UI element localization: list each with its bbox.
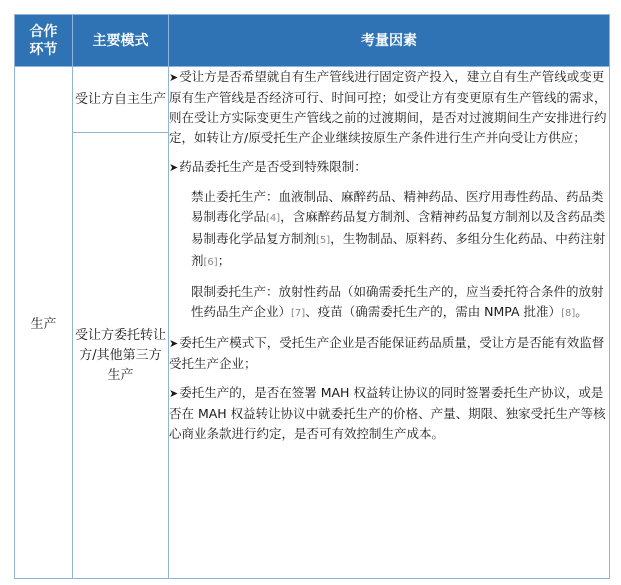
factor-text: 药品委托生产是否受到特殊限制： [179,159,367,174]
arrow-bullet-icon: ➤ [169,161,179,174]
restricted-list: 限制委托生产：放射性药品（如确需委托生产的，应当委托符合条件的放射性药品生产企业）[7]、疫苗（确需委托生产的，需由 NMPA 批准）[8]。 [191,284,604,319]
factor-quality-supervision [169,333,609,374]
header-stage: 合作环节 [15,15,73,67]
factors-cell [169,67,610,579]
footnote-ref[interactable]: [4] [266,213,281,224]
header-mode: 主要模式 [73,15,169,67]
factor-text: 受让方是否希望就自有生产管线进行固定资产投入，建立自有生产管线或变更原有生产管线是否经济可行、时间可控；如受让方有变更原有生产管线的需求，则在受让方实际变更生产管线之前的过渡期间，是否对过渡期间生产安排进行约定，如转让方/原受托生产企业继续按原生产条件进行生产并向受让方供应； [169,69,607,145]
mode-self-production: 受让方自主生产 [73,67,169,133]
header-factors: 考量因素 [169,15,610,67]
footnote-ref[interactable]: [7] [291,308,306,319]
stage-cell: 生产 [15,67,73,579]
footnote-ref[interactable]: [8] [561,308,576,319]
mah-cooperation-table [14,14,610,579]
factor-text: 委托生产模式下，受托生产企业是否能保证药品质量，受让方是否能有效监督受托生产企业； [169,335,605,371]
footnote-ref[interactable]: [6] [203,257,218,268]
factor-production-line [169,67,609,148]
arrow-bullet-icon: ➤ [169,387,179,400]
footnote-ref[interactable]: [5] [316,235,331,246]
factor-restrictions [169,157,609,178]
arrow-bullet-icon: ➤ [169,71,179,84]
mode-entrusted-production: 受让方委托转让方/其他第三方生产 [73,133,169,579]
factor-text: 委托生产的，是否在签署 MAH 权益转让协议的同时签署委托生产协议，或是否在 MAH 权益转让协议中就委托生产的价格、产量、期限、独家受托生产等核心商业条款进行约定，是否可有效控制生产成本。 [169,385,606,441]
prohibited-list: 禁止委托生产：血液制品、麻醉药品、精神药品、医疗用毒性药品、药品类易制毒化学品[4]，含麻醉药品复方制剂、含精神药品复方制剂以及含药品类易制毒化学品复方制剂[5]，生物制品、原料药、多组分生化药品、中药注射剂[6]； [191,189,606,268]
arrow-bullet-icon: ➤ [169,337,179,350]
factor-commercial-terms [169,383,609,444]
